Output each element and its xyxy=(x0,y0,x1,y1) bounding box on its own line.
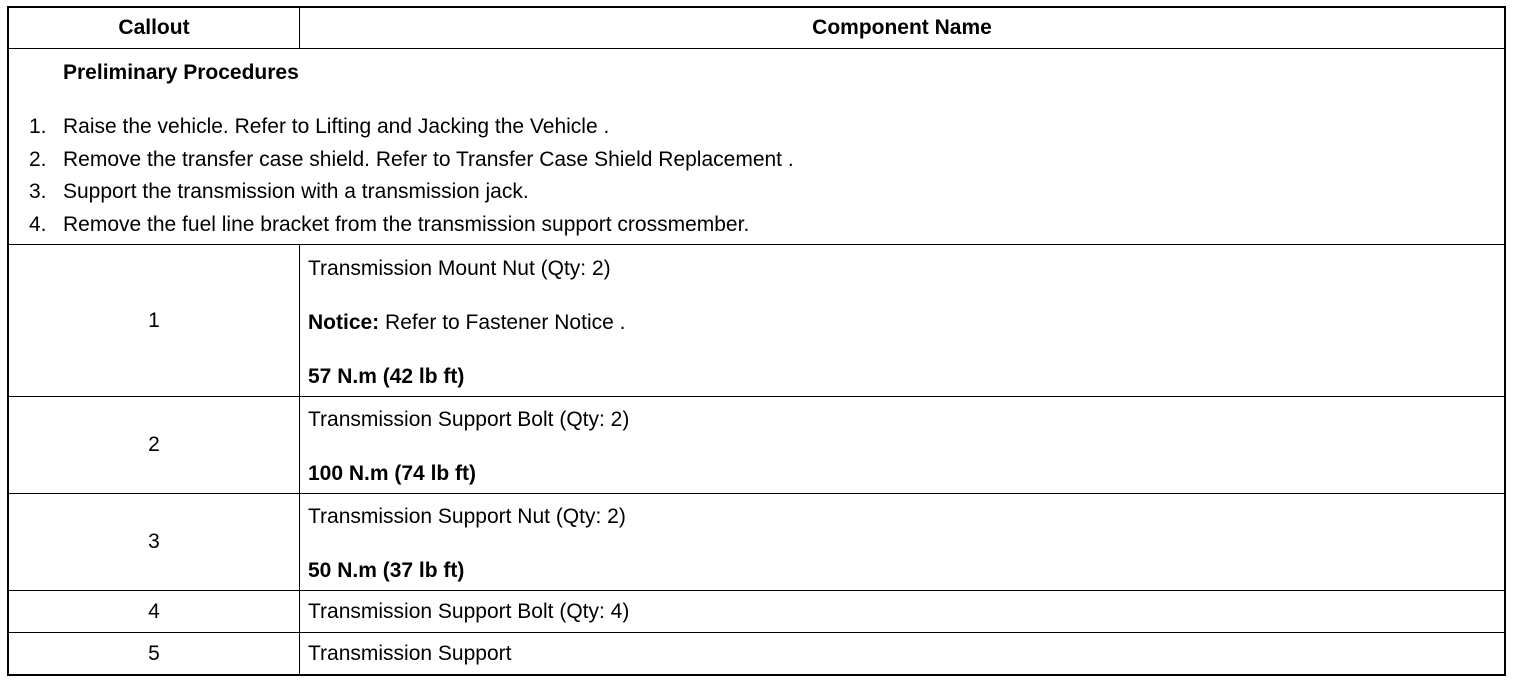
step-text: Support the transmission with a transmission jack. xyxy=(63,180,529,203)
step-number: 1. xyxy=(29,115,47,138)
step-number: 4. xyxy=(29,213,47,236)
notice-label: Notice: xyxy=(308,311,380,334)
component-name: Transmission Support xyxy=(308,642,512,665)
table-row xyxy=(9,245,1504,397)
component-cell xyxy=(300,397,1504,493)
header-component-name: Component Name xyxy=(812,16,992,39)
notice-text: Refer to Fastener Notice . xyxy=(379,311,626,334)
torque-spec: 100 N.m (74 lb ft) xyxy=(308,462,477,485)
step-text: Raise the vehicle. Refer to Lifting and Jacking the Vehicle . xyxy=(63,115,610,138)
table-row xyxy=(9,397,1504,494)
component-name: Transmission Support Nut (Qty: 2) xyxy=(308,505,626,528)
callout-number: 3 xyxy=(9,494,300,590)
procedure-table xyxy=(7,6,1506,676)
table-row xyxy=(9,633,1504,674)
preliminary-title: Preliminary Procedures xyxy=(63,61,299,84)
component-name: Transmission Mount Nut (Qty: 2) xyxy=(308,257,611,280)
component-cell xyxy=(300,494,1504,590)
step-text: Remove the transfer case shield. Refer to Transfer Case Shield Replacement . xyxy=(63,148,794,171)
callout-number: 5 xyxy=(9,633,300,674)
component-cell xyxy=(300,591,1504,632)
preliminary-procedures xyxy=(9,49,1504,244)
table-row xyxy=(9,494,1504,591)
component-name: Transmission Support Bolt (Qty: 4) xyxy=(308,600,630,623)
header-callout: Callout xyxy=(9,8,300,48)
callout-number: 4 xyxy=(9,591,300,632)
callout-number: 1 xyxy=(9,245,300,396)
step-text: Remove the fuel line bracket from the transmission support crossmember. xyxy=(63,213,750,236)
component-cell xyxy=(300,245,1504,396)
torque-spec: 50 N.m (37 lb ft) xyxy=(308,559,465,582)
preliminary-procedures-row xyxy=(9,49,1504,245)
table-header-row xyxy=(9,8,1504,49)
step-number: 3. xyxy=(29,180,47,203)
table-row xyxy=(9,591,1504,633)
torque-spec: 57 N.m (42 lb ft) xyxy=(308,365,465,388)
component-name: Transmission Support Bolt (Qty: 2) xyxy=(308,408,630,431)
component-cell xyxy=(300,633,1504,674)
notice-line xyxy=(308,310,625,336)
callout-number: 2 xyxy=(9,397,300,493)
step-number: 2. xyxy=(29,148,47,171)
